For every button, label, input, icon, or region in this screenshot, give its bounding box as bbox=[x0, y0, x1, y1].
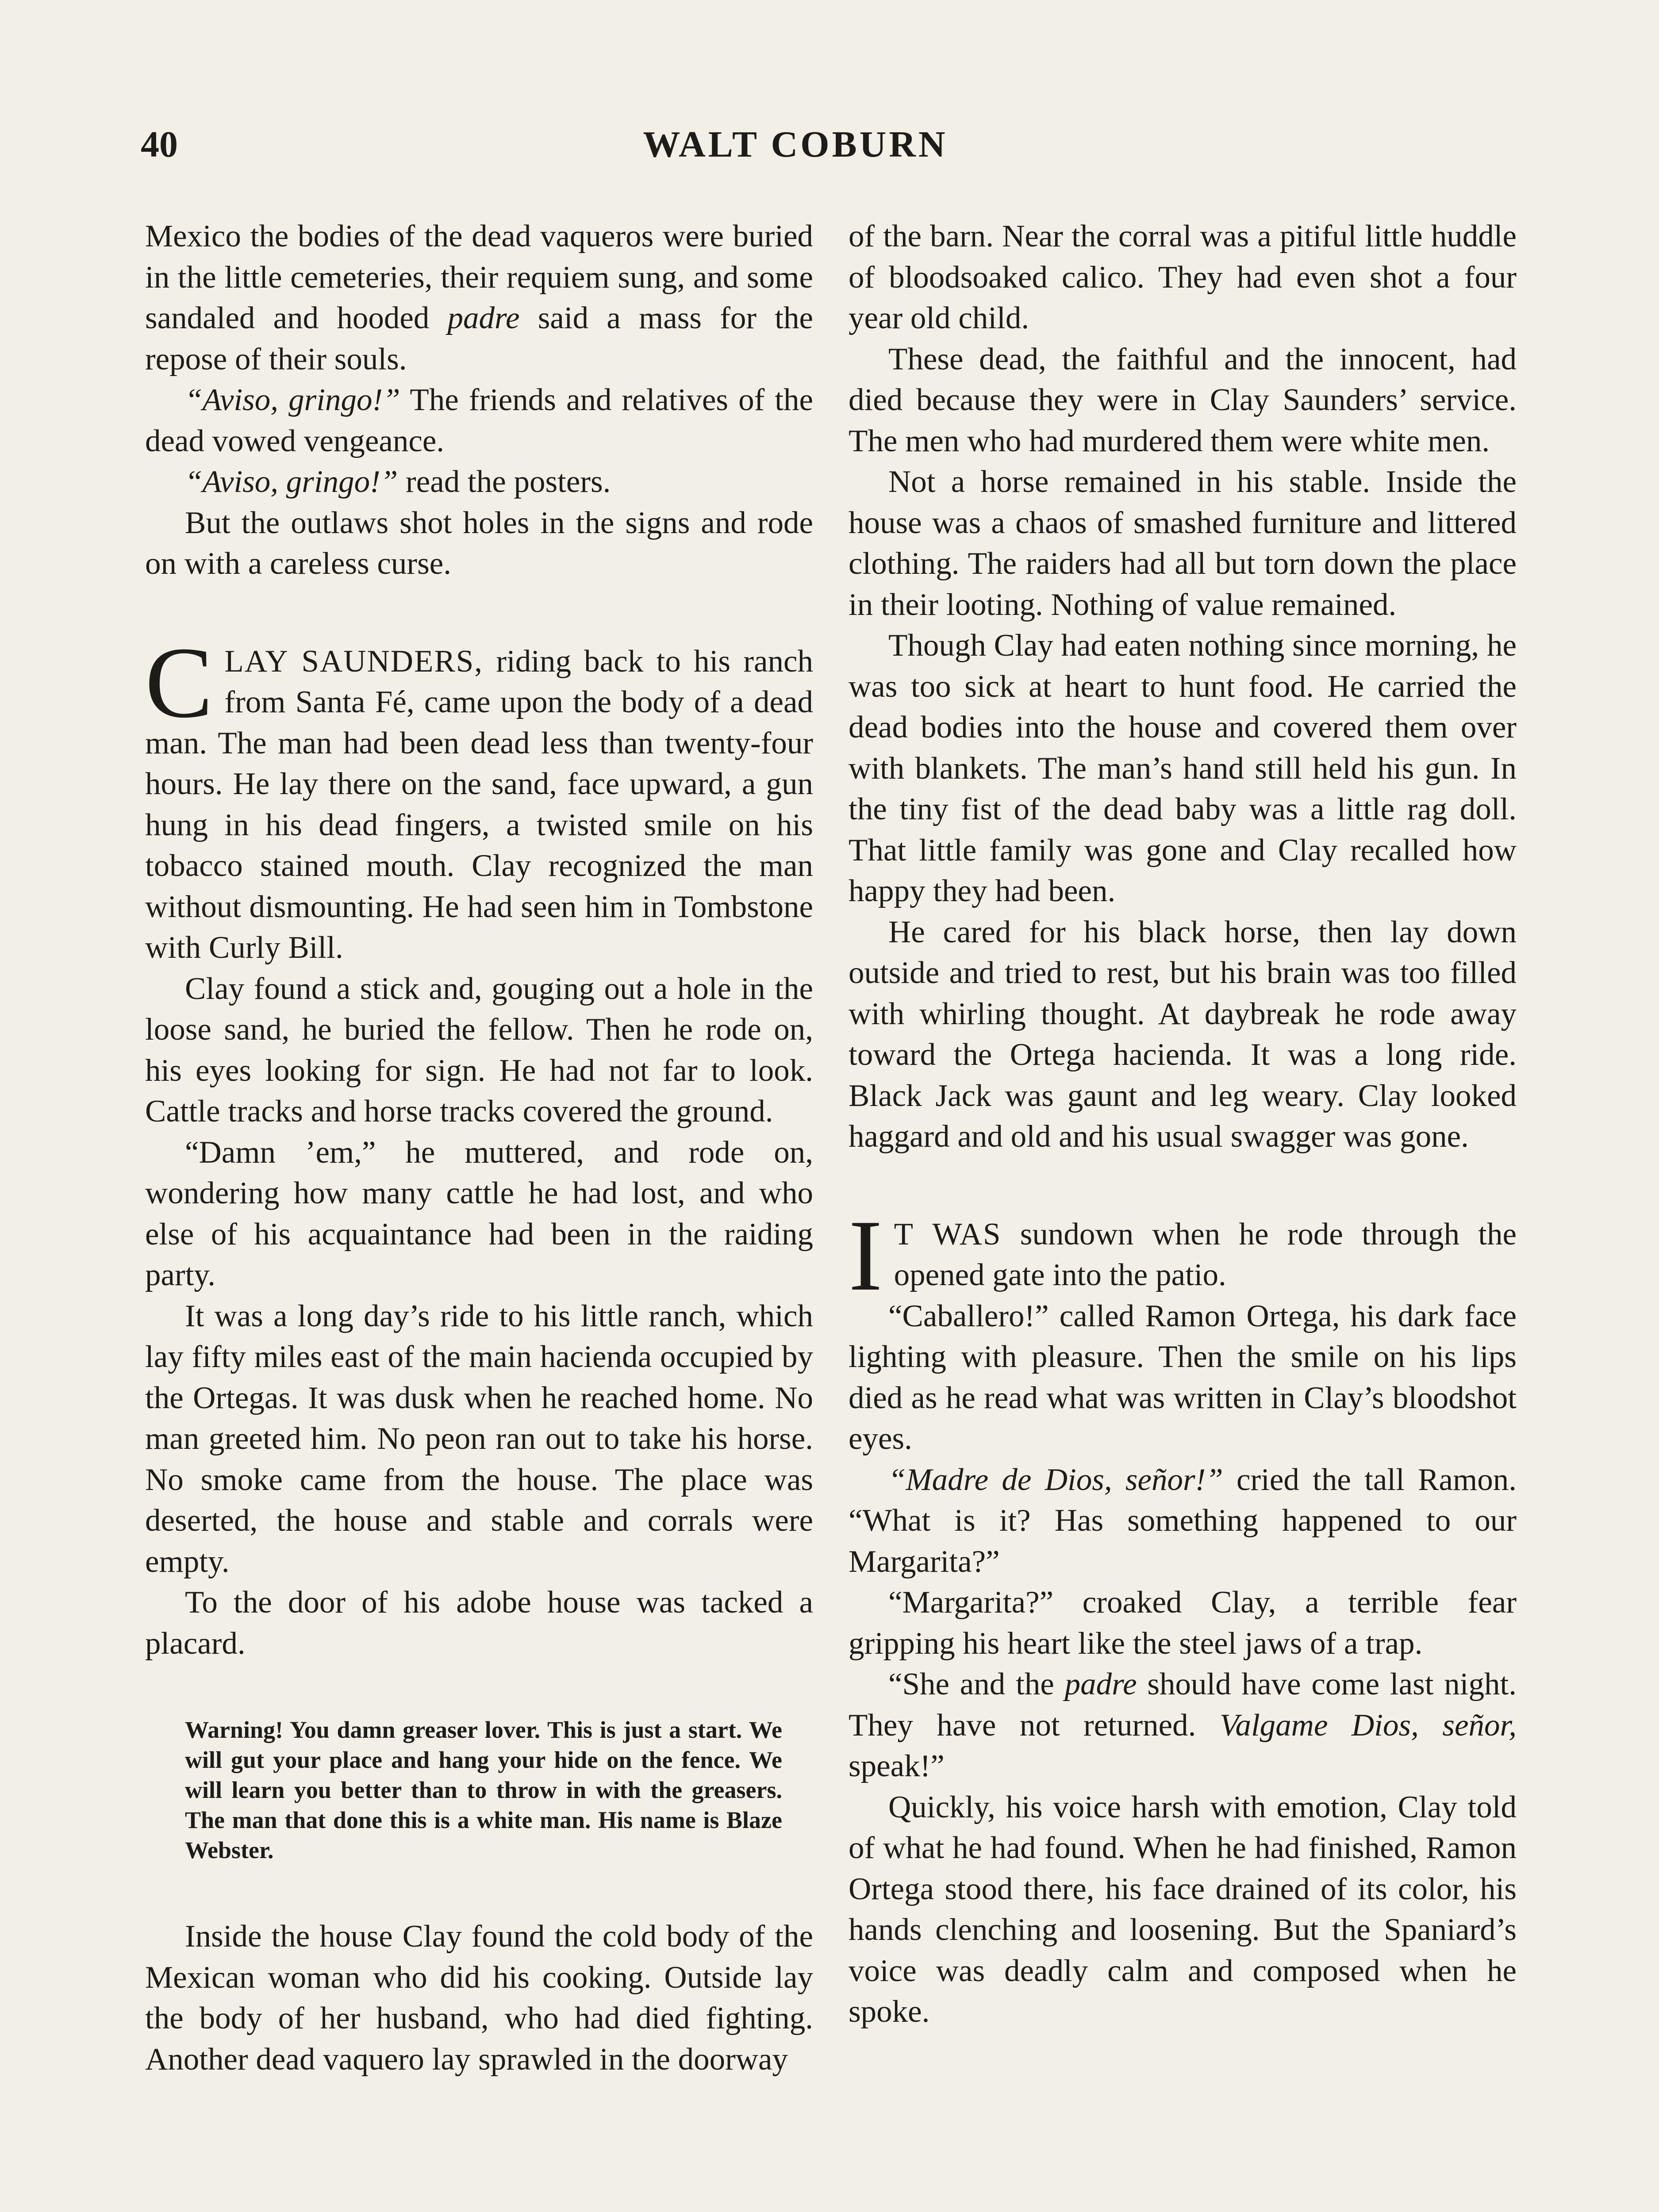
drop-cap: I bbox=[849, 1198, 883, 1312]
paragraph: “Aviso, gringo!” The friends and relatives of the dead vowed vengeance. bbox=[145, 383, 813, 458]
paragraph: “Madre de Dios, señor!” cried the tall Ramon. “What is it? Has something happened to our Margarita?” bbox=[849, 1462, 1517, 1579]
paragraph: Inside the house Clay found the cold body of the Mexican woman who did his cooking. Outside lay the body of her husband, who had died fighting. Another dead vaquero lay sprawled in the doorway bbox=[145, 1919, 813, 2077]
paragraph: Not a horse remained in his stable. Inside the house was a chaos of smashed furniture and littered clothing. The raiders had all but torn down the place in their looting. Nothing of value remained. bbox=[849, 465, 1517, 622]
running-head bbox=[141, 123, 1450, 176]
paragraph: Quickly, his voice harsh with emotion, Clay told of what he had found. When he had finished, Ramon Ortega stood there, his face drained of its color, his hands clenching and loosening. But the Spaniard’s voice was deadly calm and composed when he spoke. bbox=[849, 1790, 1517, 2029]
paragraph: But the outlaws shot holes in the signs and rode on with a careless curse. bbox=[145, 505, 813, 581]
section-opening-paragraph: CLAY SAUNDERS, riding back to his ranch from Santa Fé, came upon the body of a dead man. The man had been dead less than twenty-four hours. He lay there on the sand, face upward, a gun hung in his dead fingers, a twisted smile on his tobacco stained mouth. Clay recognized the man without dismounting. He had seen him in Tombstone with Curly Bill. bbox=[145, 626, 814, 965]
paragraph: These dead, the faithful and the innocent, had died because they were in Clay Saunders’ service. The men who had murdered them were white men. bbox=[849, 342, 1517, 458]
paragraph: “Caballero!” called Ramon Ortega, his dark face lighting with pleasure. Then the smile on his lips died as he read what was written in Clay’s bloodshot eyes. bbox=[849, 1298, 1517, 1456]
paragraph: “She and the padre should have come last night. They have not returned. Valgame Dios, señor, speak!” bbox=[849, 1667, 1517, 1783]
page-number: 40 bbox=[141, 124, 178, 165]
paragraph: To the door of his adobe house was tacked a placard. bbox=[145, 1585, 813, 1661]
paragraph: Mexico the bodies of the dead vaqueros were buried in the little cemeteries, their requiem sung, and some sandaled and hooded padre said a mass for the repose of their souls. bbox=[145, 219, 813, 376]
paragraph: It was a long day’s ride to his little ranch, which lay fifty miles east of the main hacienda occupied by the Ortegas. It was dusk when he reached home. No man greeted him. No peon ran out to take his horse. No smoke came from the house. The place was deserted, the house and stable and corrals were empty. bbox=[145, 1298, 813, 1579]
paragraph: “Aviso, gringo!” read the posters. bbox=[185, 465, 611, 499]
paragraph: He cared for his black horse, then lay down outside and tried to rest, but his brain was too filled with whirling thought. At daybreak he rode away toward the Ortega hacienda. It was a long ride. Black Jack was gaunt and leg weary. Clay looked haggard and old and his usual swagger was gone. bbox=[849, 914, 1517, 1154]
paragraph: “Damn ’em,” he muttered, and rode on, wondering how many cattle he had lost, and who else of his acquaintance had been in the raiding party. bbox=[145, 1135, 813, 1292]
running-title: WALT COBURN bbox=[643, 124, 948, 165]
paragraph: Clay found a stick and, gouging out a hole in the loose sand, he buried the fellow. Then he rode on, his eyes looking for sign. He had not far to look. Cattle tracks and horse tracks covered the ground. bbox=[145, 971, 813, 1129]
right-column bbox=[849, 216, 1517, 2032]
left-column bbox=[145, 216, 813, 2080]
paragraph: of the barn. Near the corral was a pitiful little huddle of bloodsoaked calico. They had even shot a four year old child. bbox=[849, 219, 1517, 335]
paragraph: “Margarita?” croaked Clay, a terrible fear gripping his heart like the steel jaws of a trap. bbox=[849, 1585, 1517, 1661]
placard-notice: Warning! You damn greaser lover. This is just a start. We will gut your place and hang your hide on the fence. We will learn you better than to throw in with the greasers. The man that done this is a white man. His name is Blaze Webster. bbox=[185, 1717, 782, 1863]
section-opening-paragraph: I T WAS sundown when he rode through the opened gate into the patio. bbox=[849, 1198, 1517, 1312]
paragraph: Though Clay had eaten nothing since morning, he was too sick at heart to hunt food. He carried the dead bodies into the house and covered them over with blankets. The man’s hand still held his gun. In the tiny fist of the dead baby was a little rag doll. That little family was gone and Clay recalled how happy they had been. bbox=[849, 628, 1517, 908]
drop-cap: C bbox=[145, 626, 213, 739]
